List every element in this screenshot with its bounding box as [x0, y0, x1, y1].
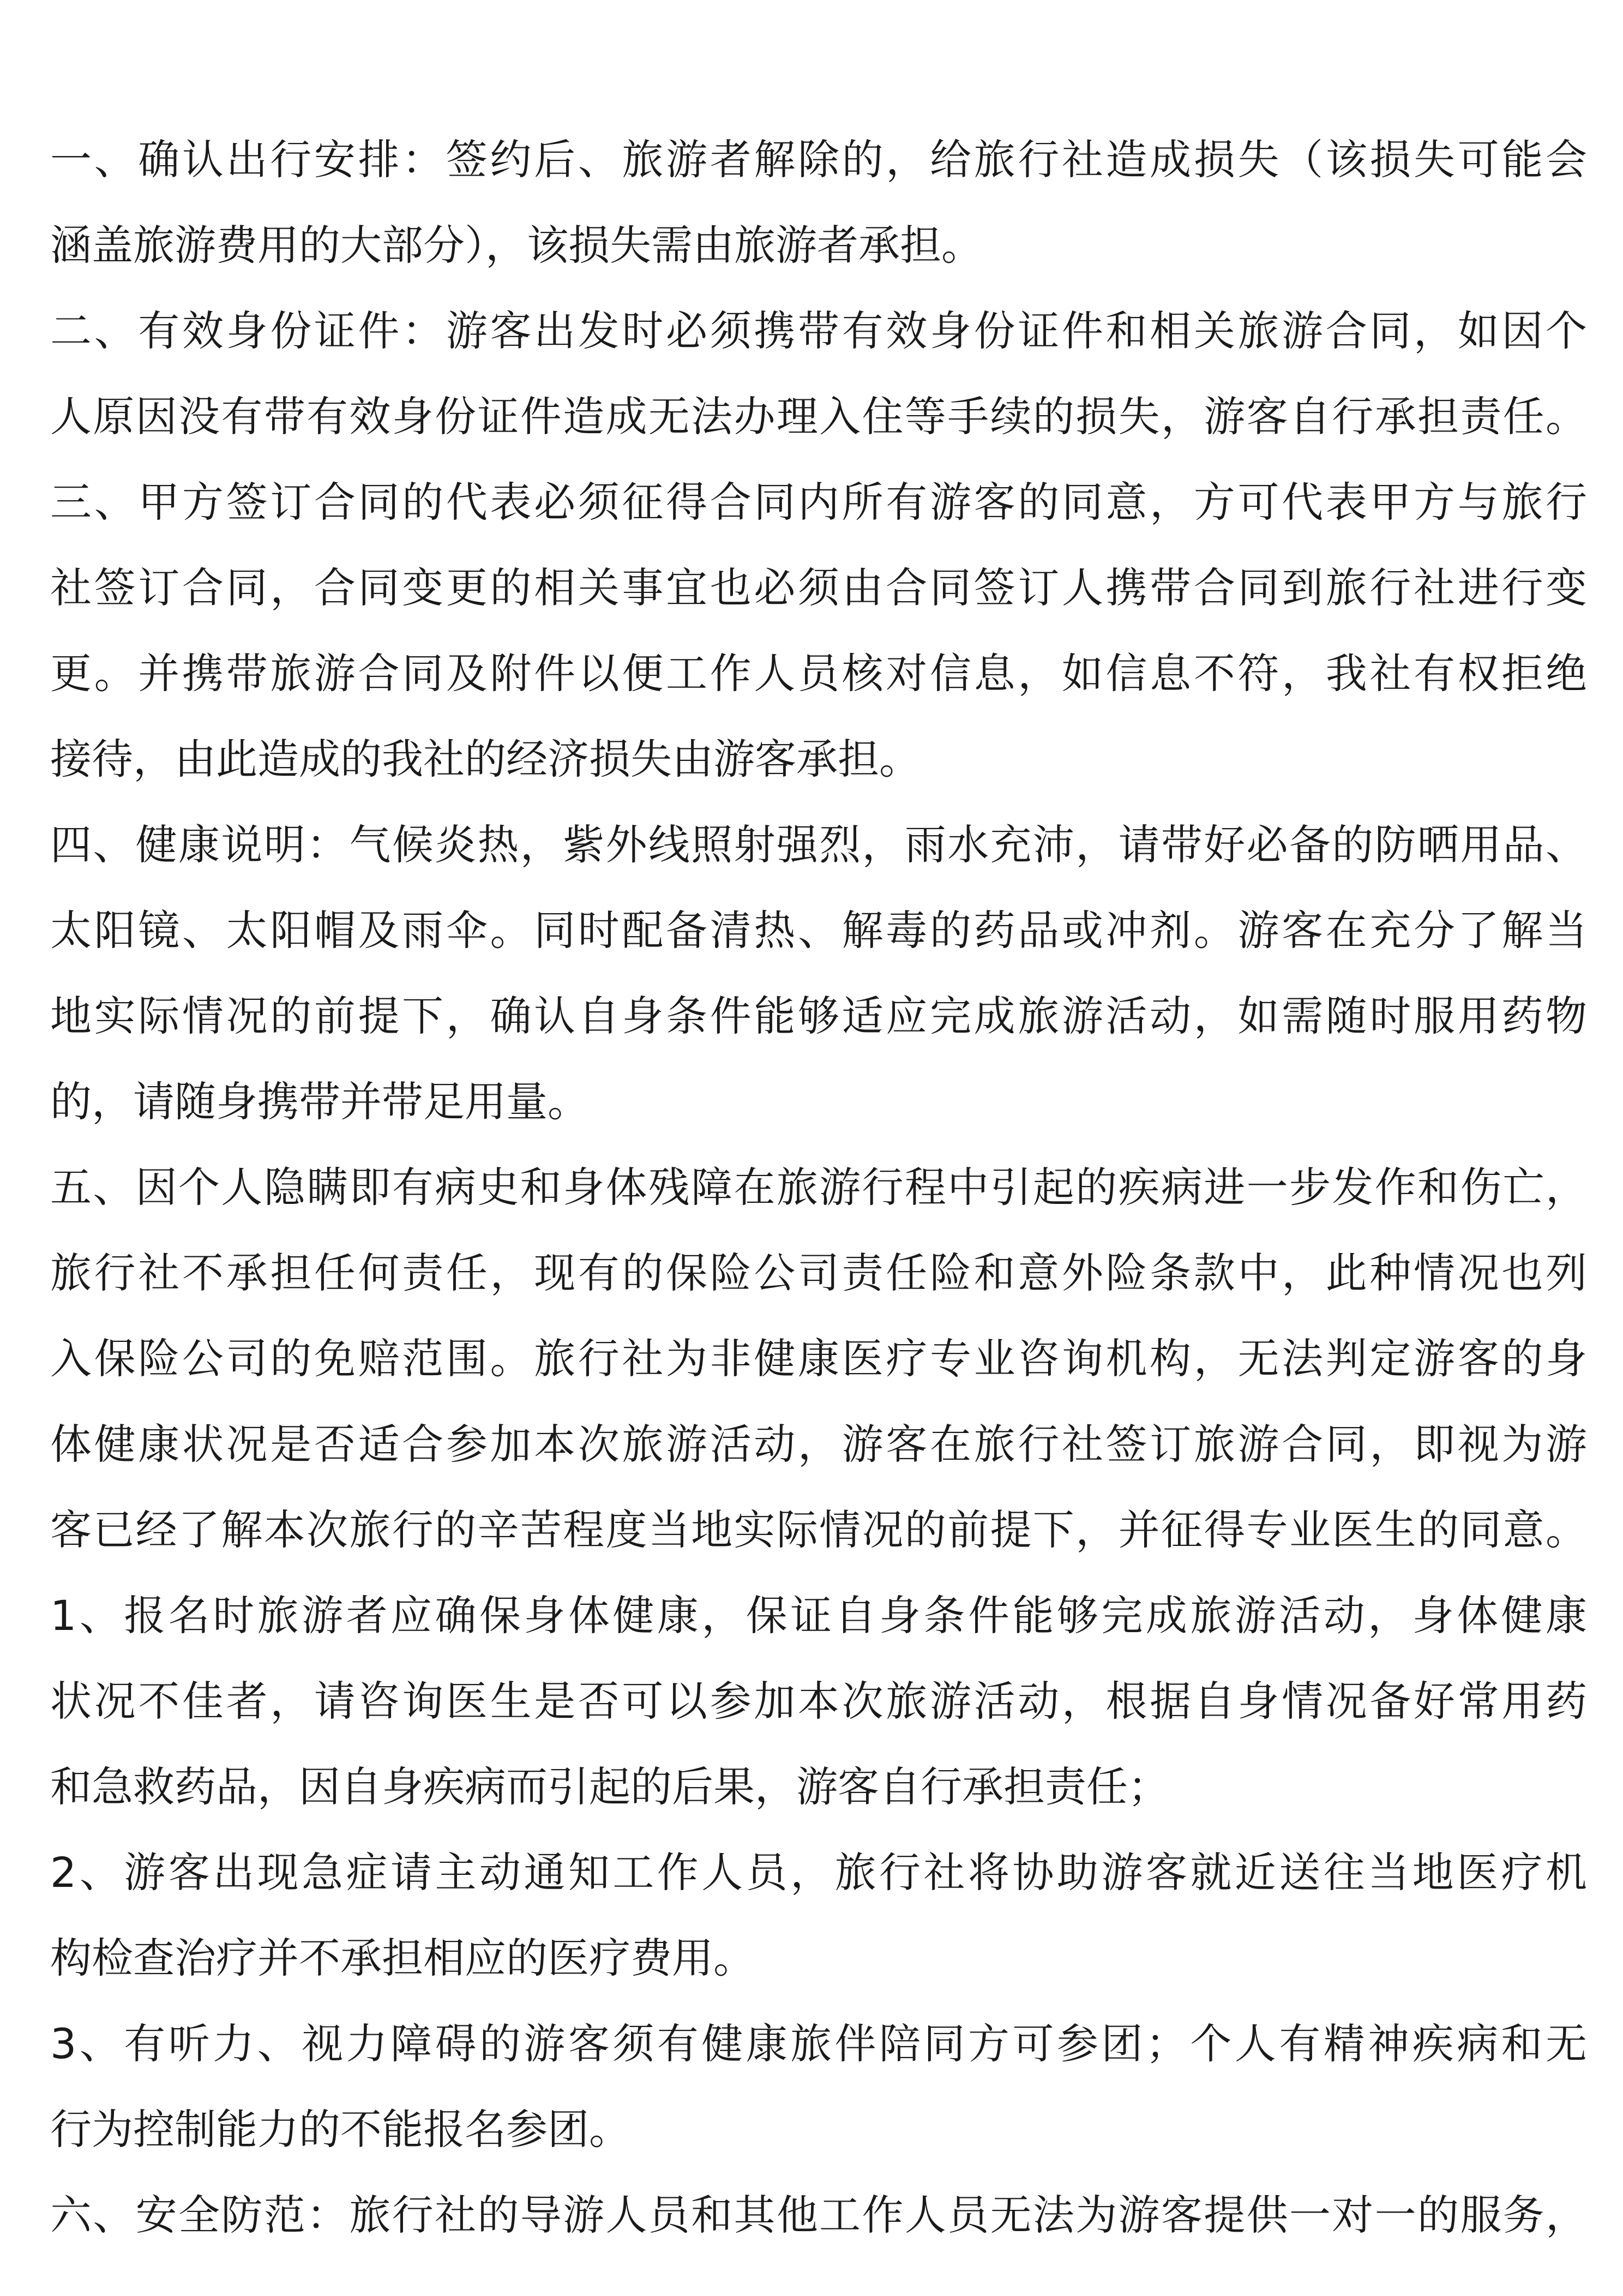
text-line: 六、安全防范：旅行社的导游人员和其他工作人员无法为游客提供一对一的服务， [50, 2191, 1587, 2239]
text-line: 三、甲方签订合同的代表必须征得合同内所有游客的同意，方可代表甲方与旅行 [50, 478, 1587, 526]
text-line: 社签订合同，合同变更的相关事宜也必须由合同签订人携带合同到旅行社进行变 [50, 563, 1587, 612]
text-line: 接待，由此造成的我社的经济损失由游客承担。 [50, 735, 921, 783]
text-line: 四、健康说明：气候炎热，紫外线照射强烈，雨水充沛，请带好必备的防晒用品、 [50, 820, 1587, 869]
document-body [50, 117, 1587, 2258]
text-line: 地实际情况的前提下，确认自身条件能够适应完成旅游活动，如需随时服用药物 [50, 992, 1587, 1040]
text-line: 3、有听力、视力障碍的游客须有健康旅伴陪同方可参团；个人有精神疾病和无 [50, 2019, 1587, 2068]
text-line: 旅行社不承担任何责任，现有的保险公司责任险和意外险条款中，此种情况也列 [50, 1249, 1587, 1297]
text-line: 太阳镜、太阳帽及雨伞。同时配备清热、解毒的药品或冲剂。游客在充分了解当 [50, 906, 1587, 955]
text-line: 更。并携带旅游合同及附件以便工作人员核对信息，如信息不符，我社有权拒绝 [50, 649, 1587, 698]
text-line: 构检查治疗并不承担相应的医疗费用。 [50, 1934, 755, 1982]
text-line: 二、有效身份证件：游客出发时必须携带有效身份证件和相关旅游合同，如因个 [50, 307, 1587, 355]
text-line: 入保险公司的免赔范围。旅行社为非健康医疗专业咨询机构，无法判定游客的身 [50, 1334, 1587, 1383]
text-line: 1、报名时旅游者应确保身体健康，保证自身条件能够完成旅游活动，身体健康 [50, 1591, 1587, 1640]
text-line: 的，请随身携带并带足用量。 [50, 1077, 589, 1126]
text-line: 一、确认出行安排：签约后、旅游者解除的，给旅行社造成损失（该损失可能会 [50, 135, 1587, 184]
text-line: 涵盖旅游费用的大部分），该损失需由旅游者承担。 [50, 221, 983, 269]
text-line: 2、游客出现急症请主动通知工作人员，旅行社将协助游客就近送往当地医疗机 [50, 1848, 1587, 1897]
text-line: 体健康状况是否适合参加本次旅游活动，游客在旅行社签订旅游合同，即视为游 [50, 1420, 1587, 1468]
text-line: 客已经了解本次旅行的辛苦程度当地实际情况的前提下，并征得专业医生的同意。 [50, 1506, 1587, 1554]
text-line: 行为控制能力的不能报名参团。 [50, 2105, 630, 2154]
text-line: 状况不佳者，请咨询医生是否可以参加本次旅游活动，根据自身情况备好常用药 [50, 1677, 1587, 1725]
text-line: 五、因个人隐瞒即有病史和身体残障在旅游行程中引起的疾病进一步发作和伤亡， [50, 1163, 1587, 1212]
text-line: 和急救药品，因自身疾病而引起的后果，游客自行承担责任； [50, 1763, 1169, 1811]
text-line: 人原因没有带有效身份证件造成无法办理入住等手续的损失，游客自行承担责任。 [50, 392, 1587, 441]
